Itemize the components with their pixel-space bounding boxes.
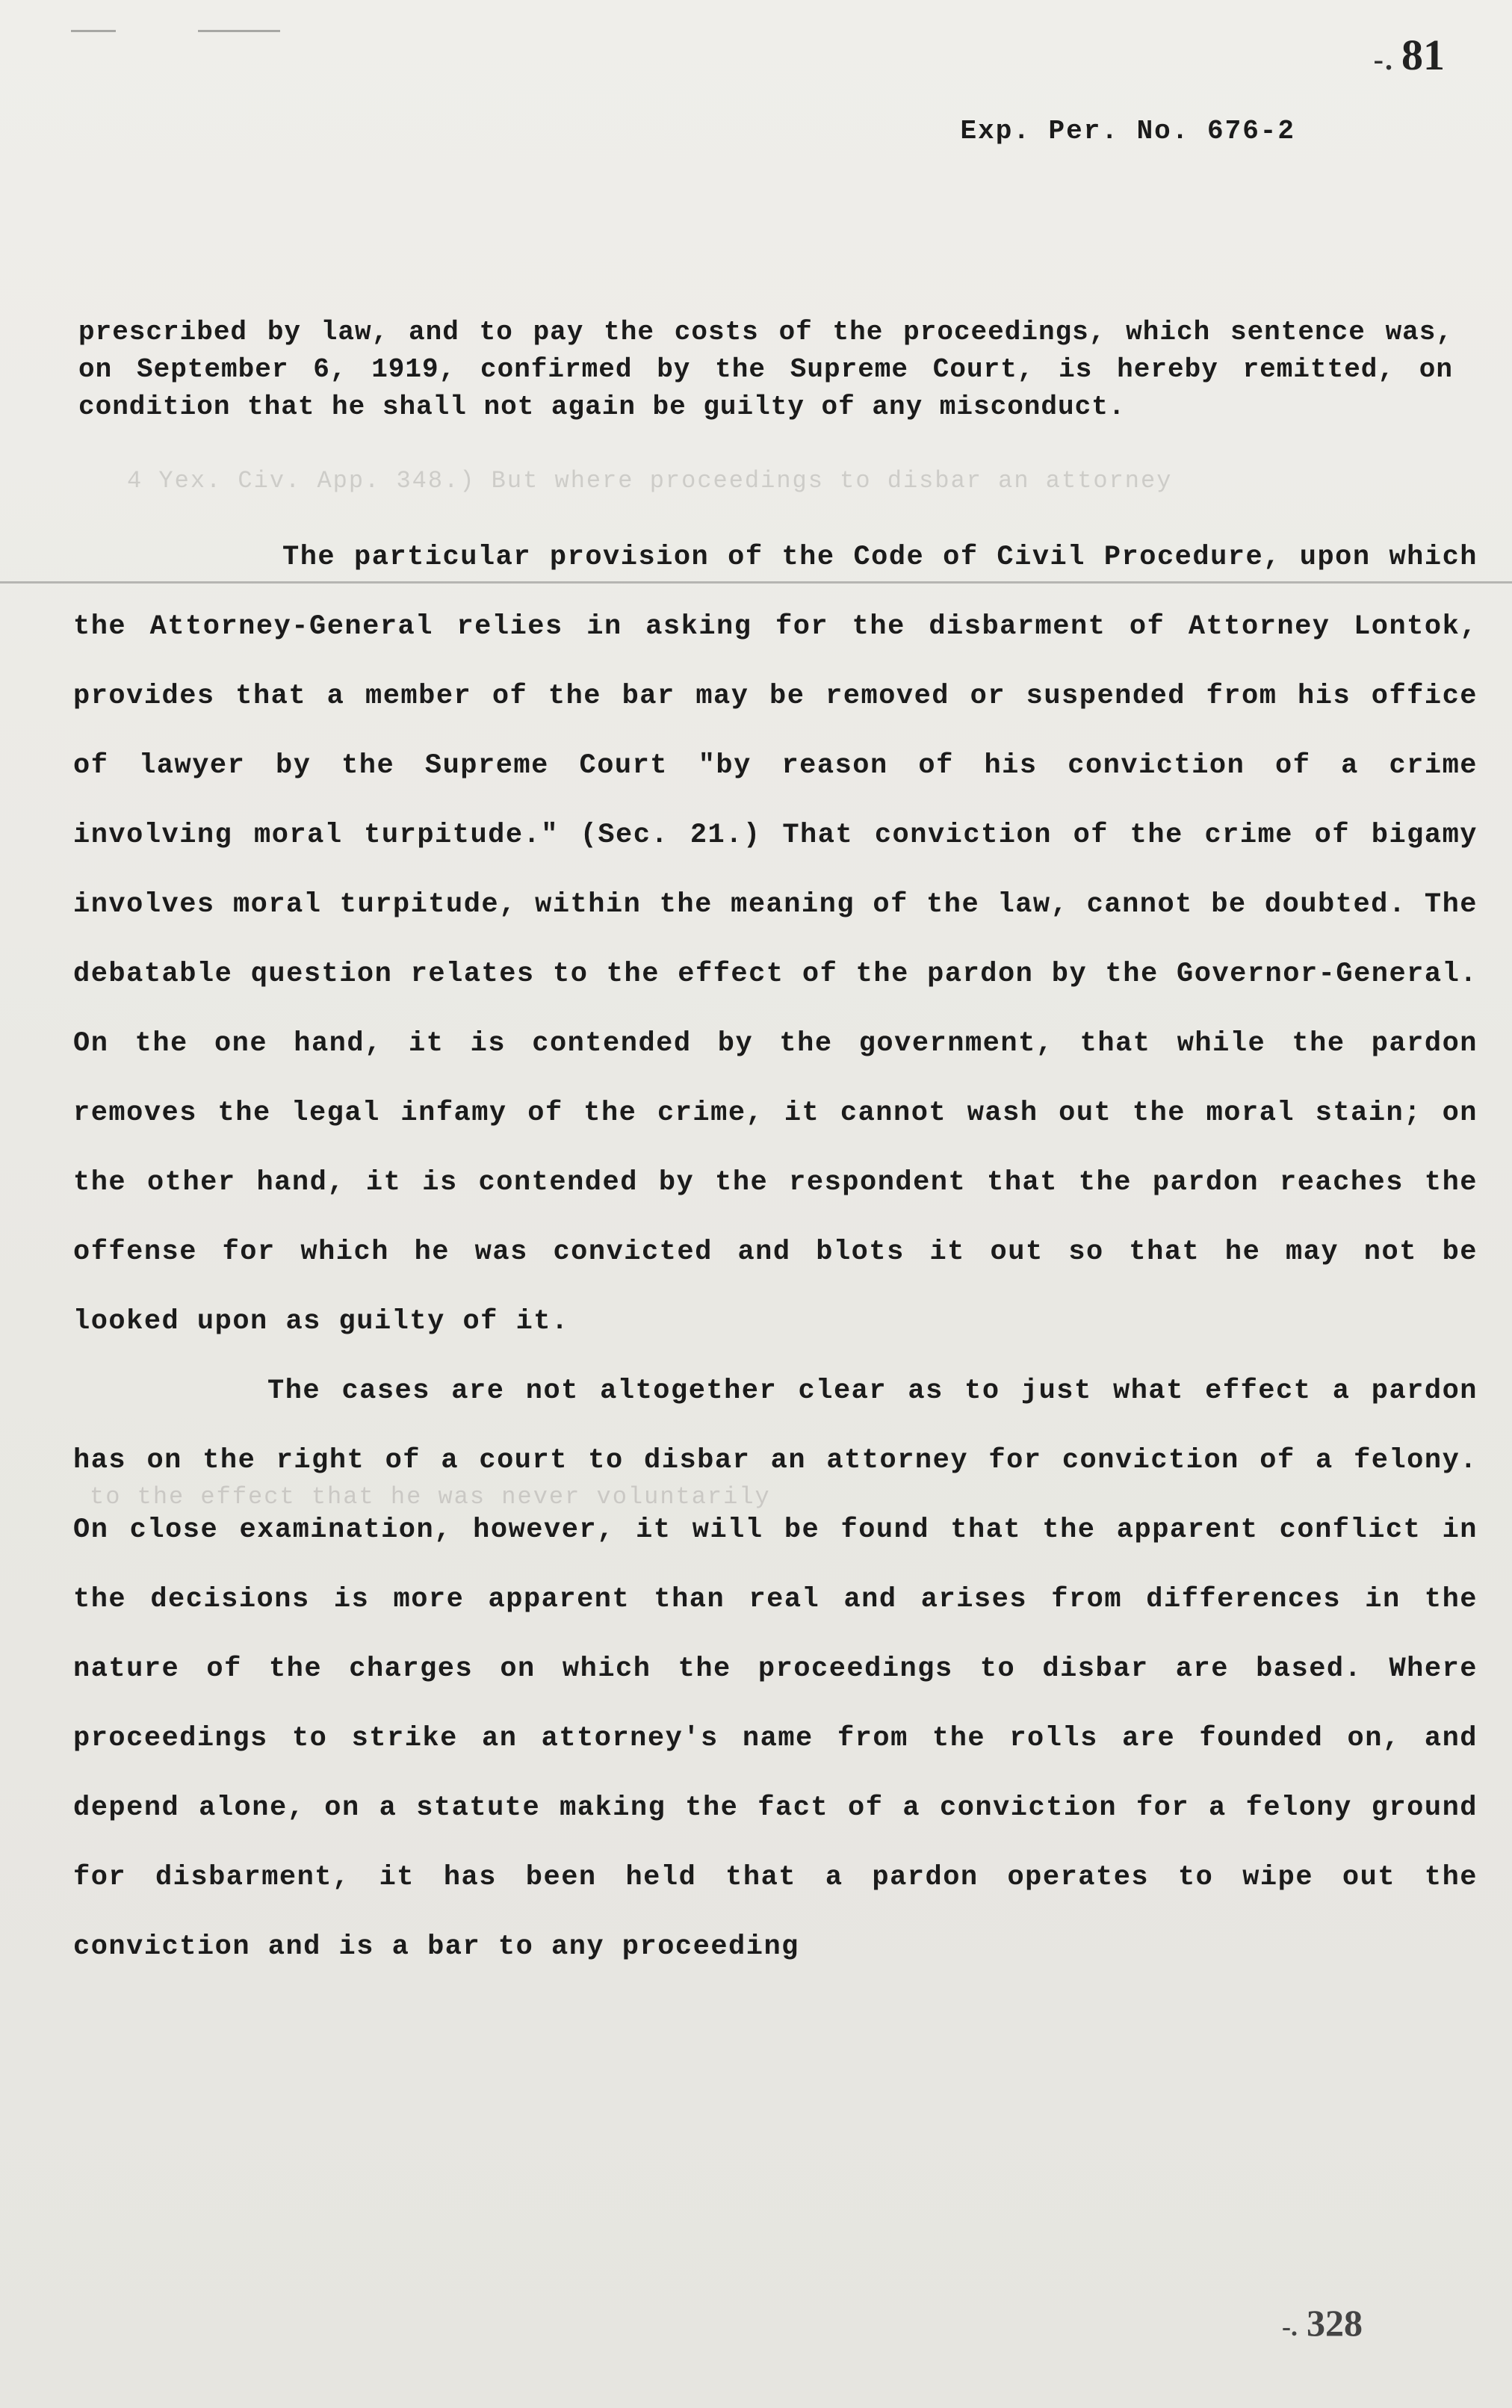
footer-page-number-value: 328 [1307, 2302, 1363, 2344]
bleed-through-text: 4 Yex. Civ. App. 348.) But where proceedings to disbar an attorney [127, 467, 1173, 495]
opinion-body [73, 523, 1478, 1982]
paragraph: The cases are not altogether clear as to just what effect a pardon has on the right of a court to disbar an attorney for conviction of a felony. On close examination, however, it will be found that the apparent conflict in the decisions is more apparent than real and arises from differences in the nature of the charges on which the proceedings to disbar are based. Where proceedings to strike an attorney's name from the rolls are founded on, and depend alone, on a statute making the fact of a conviction for a felony ground for disbarment, it has been held that a pardon operates to wipe out the conviction and is a bar to any proceeding [73, 1375, 1478, 1963]
scan-mark [198, 30, 280, 32]
scan-mark [71, 30, 116, 32]
bleed-through-text: to the effect that he was never voluntarily [90, 1483, 771, 1511]
document-reference: Exp. Per. No. 676-2 [960, 116, 1295, 146]
footer-page-number [1282, 2301, 1363, 2344]
paragraph: The particular provision of the Code of Civil Procedure, upon which the Attorney-General relies in asking for the disbarment of Attorney Lontok, provides that a member of the bar may be removed or suspended from his office of lawyer by the Supreme Court "by reason of his conviction of a crime involving moral turpitude." (Sec. 21.) That conviction of the crime of bigamy involves moral turpitude, within the meaning of the law, cannot be doubted. The debatable question relates to the effect of the pardon by the Governor-General. On the one hand, it is contended by the government, that while the pardon removes the legal infamy of the crime, it cannot wash out the moral stain; on the other hand, it is contended by the respondent that the pardon reaches the offense for which he was convicted and blots it out so that he may not be looked upon as guilty of it. [73, 542, 1478, 1337]
page-mark: -. [1373, 43, 1394, 76]
footer-page-mark: -. [1282, 2312, 1298, 2342]
quoted-decree: prescribed by law, and to pay the costs of the proceedings, which sentence was, on September 6, 1919, confirmed by the Supreme Court, is hereby remitted, on condition that he shall not again be guilty of any misconduct. [78, 317, 1453, 422]
page-number-value: 81 [1401, 31, 1445, 79]
page-number [1374, 30, 1445, 80]
